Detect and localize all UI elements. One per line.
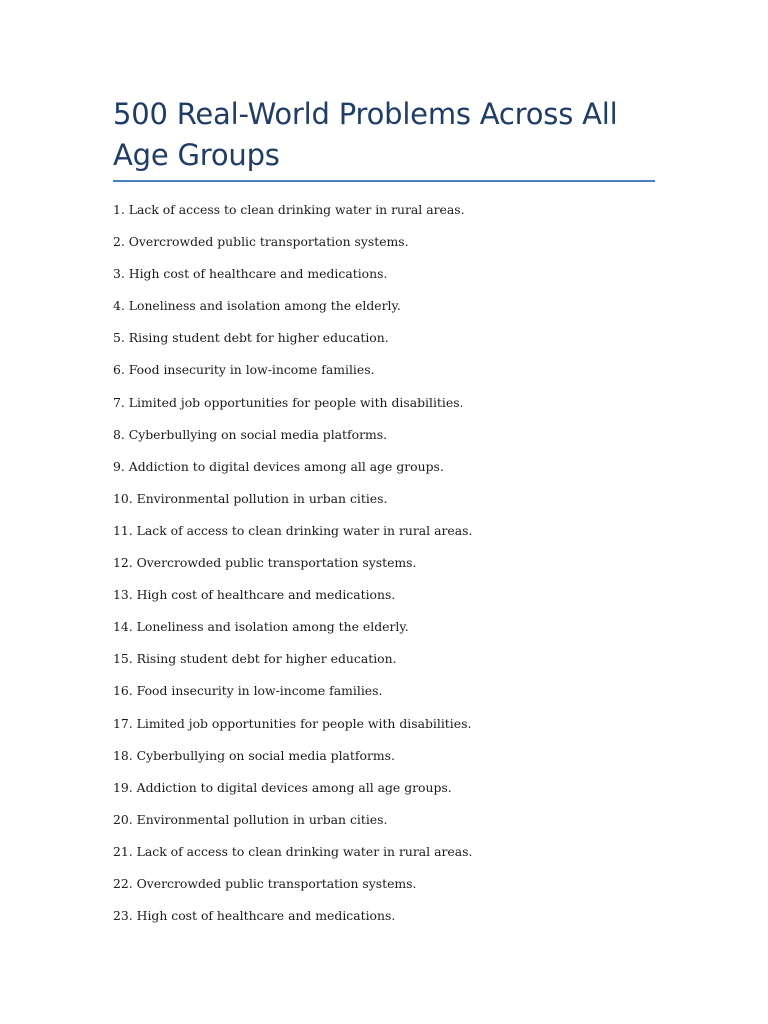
list-item: 21. Lack of access to clean drinking water in rural areas. [113,843,473,859]
list-item: 17. Limited job opportunities for people with disabilities. [113,715,472,731]
title-underline [113,180,655,182]
list-item: 10. Environmental pollution in urban cities. [113,490,388,506]
list-item: 22. Overcrowded public transportation systems. [113,875,417,891]
list-item: 15. Rising student debt for higher education. [113,651,397,667]
list-item: 2. Overcrowded public transportation systems. [113,234,409,250]
list-item: 12. Overcrowded public transportation systems. [113,555,417,571]
problem-list [113,201,472,939]
list-item: 9. Addiction to digital devices among all age groups. [113,458,444,474]
list-item: 18. Cyberbullying on social media platforms. [113,747,395,763]
list-item: 16. Food insecurity in low-income families. [113,683,383,699]
list-item: 11. Lack of access to clean drinking water in rural areas. [113,522,473,538]
list-item: 19. Addiction to digital devices among all age groups. [113,779,452,795]
list-item: 8. Cyberbullying on social media platforms. [113,426,388,442]
list-item: 5. Rising student debt for higher education. [113,330,389,346]
list-item: 4. Loneliness and isolation among the elderly. [113,298,401,314]
list-item: 6. Food insecurity in low-income families. [113,362,375,378]
list-item: 13. High cost of healthcare and medications. [113,587,396,603]
list-item: 23. High cost of healthcare and medications. [113,908,396,924]
document-title: 500 Real-World Problems Across All Age Groups [113,97,618,172]
list-item: 3. High cost of healthcare and medications. [113,266,388,282]
list-item: 7. Limited job opportunities for people with disabilities. [113,394,464,410]
list-item: 20. Environmental pollution in urban cities. [113,811,388,827]
list-item: 1. Lack of access to clean drinking water in rural areas. [113,202,465,217]
list-item: 14. Loneliness and isolation among the elderly. [113,619,409,635]
